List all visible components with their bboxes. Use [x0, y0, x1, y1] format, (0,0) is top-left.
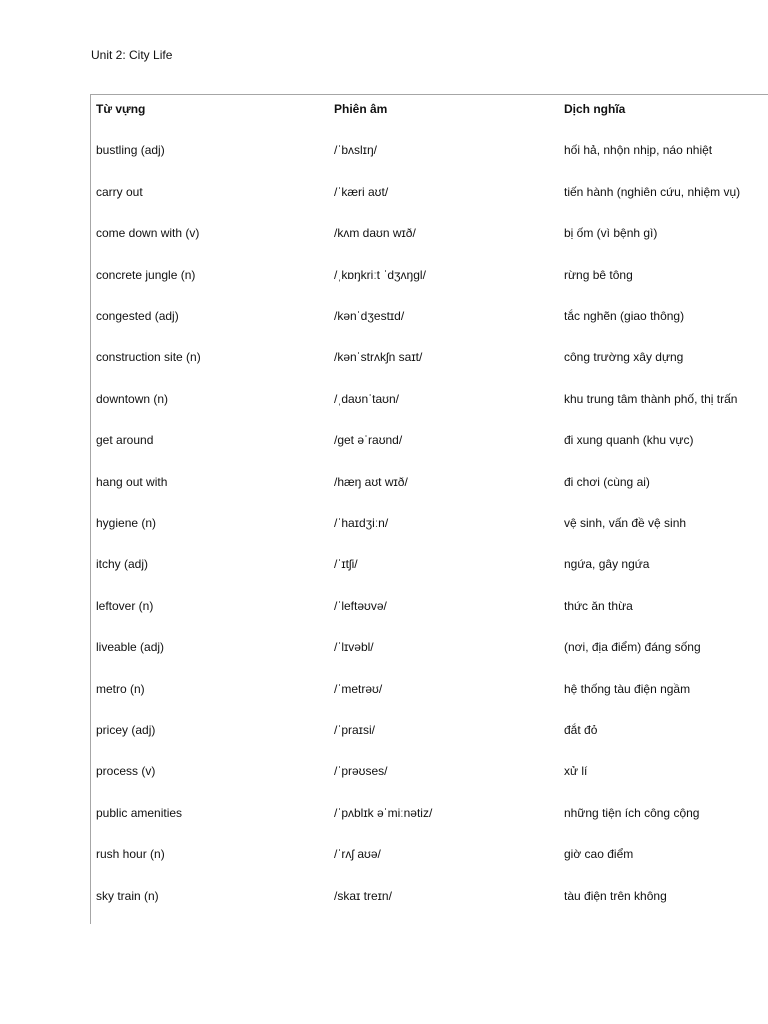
- table-row: [91, 468, 768, 509]
- pronunciation-cell: /kənˈstrʌkʃn saɪt/: [334, 350, 423, 365]
- meaning-cell: bị ốm (vì bệnh gì): [564, 226, 658, 241]
- vocabulary-cell: hygiene (n): [96, 516, 157, 530]
- meaning-cell: thức ăn thừa: [564, 598, 633, 613]
- page-title: Unit 2: City Life: [91, 48, 173, 62]
- meaning-cell: rừng bê tông: [564, 267, 633, 282]
- vocabulary-table: [90, 94, 768, 924]
- vocabulary-cell: get around: [96, 433, 154, 448]
- table-row: [91, 219, 768, 260]
- meaning-cell: đi chơi (cùng ai): [564, 474, 650, 489]
- header-vocabulary: Từ vựng: [96, 102, 146, 116]
- pronunciation-cell: /ˈmetrəʊ/: [334, 681, 383, 696]
- vocabulary-cell: construction site (n): [96, 350, 201, 365]
- vocabulary-cell: downtown (n): [96, 391, 169, 406]
- pronunciation-cell: /ˈpraɪsi/: [334, 723, 375, 737]
- meaning-cell: đi xung quanh (khu vực): [564, 433, 694, 448]
- vocabulary-cell: leftover (n): [96, 598, 154, 613]
- pronunciation-cell: /skaɪ treɪn/: [334, 888, 392, 903]
- pronunciation-cell: /ˈprəʊses/: [334, 764, 388, 779]
- table-row: [91, 509, 768, 550]
- pronunciation-cell: /ˈhaɪdʒiːn/: [334, 516, 389, 530]
- pronunciation-cell: /ˈkæri aʊt/: [334, 184, 389, 199]
- meaning-cell: hệ thống tàu điện ngầm: [564, 681, 691, 696]
- meaning-cell: giờ cao điểm: [564, 847, 634, 862]
- table-row: [91, 633, 768, 674]
- vocabulary-cell: sky train (n): [96, 888, 159, 903]
- table-row: [91, 178, 768, 219]
- meaning-cell: công trường xây dựng: [564, 350, 684, 365]
- vocabulary-cell: congested (adj): [96, 309, 179, 323]
- meaning-cell: hối hả, nhộn nhịp, náo nhiệt: [564, 143, 713, 158]
- table-row: [91, 302, 768, 343]
- pronunciation-cell: /ˌdaʊnˈtaʊn/: [334, 391, 400, 406]
- vocabulary-cell: bustling (adj): [96, 143, 165, 158]
- meaning-cell: đắt đỏ: [564, 723, 598, 737]
- meaning-cell: vệ sinh, vấn đề vệ sinh: [564, 516, 687, 530]
- pronunciation-cell: /ˈɪtʃi/: [334, 557, 358, 572]
- meaning-cell: khu trung tâm thành phố, thị trấn: [564, 391, 738, 406]
- vocabulary-cell: concrete jungle (n): [96, 267, 196, 282]
- meaning-cell: tắc nghẽn (giao thông): [564, 309, 685, 323]
- meaning-cell: tàu điện trên không: [564, 888, 667, 903]
- vocabulary-cell: pricey (adj): [96, 723, 156, 737]
- pronunciation-cell: /ˌkɒŋkriːt ˈdʒʌŋgl/: [334, 267, 426, 282]
- header-pronunciation: Phiên âm: [334, 102, 388, 116]
- vocabulary-cell: process (v): [96, 764, 156, 779]
- table-row: [91, 757, 768, 798]
- vocabulary-cell: itchy (adj): [96, 557, 149, 572]
- pronunciation-cell: /ˈpʌblɪk əˈmiːnətiz/: [334, 805, 433, 820]
- pronunciation-cell: /ˈlɪvəbl/: [334, 640, 374, 655]
- pronunciation-cell: /ˈrʌʃ aʊə/: [334, 847, 381, 862]
- meaning-cell: (nơi, địa điểm) đáng sống: [564, 640, 701, 655]
- table-row: [91, 675, 768, 716]
- pronunciation-cell: /ˈleftəʊvə/: [334, 598, 387, 613]
- table-row: [91, 426, 768, 467]
- table-row: [91, 592, 768, 633]
- table-row: [91, 840, 768, 881]
- pronunciation-cell: /hæŋ aʊt wɪð/: [334, 474, 408, 489]
- vocabulary-cell: hang out with: [96, 474, 168, 489]
- table-row: [91, 882, 768, 923]
- table-header-row: [91, 95, 768, 136]
- table-row: [91, 385, 768, 426]
- meaning-cell: những tiện ích công cộng: [564, 805, 700, 820]
- vocabulary-cell: come down with (v): [96, 226, 200, 241]
- table-row: [91, 136, 768, 177]
- vocabulary-cell: rush hour (n): [96, 847, 165, 862]
- table-row: [91, 799, 768, 840]
- pronunciation-cell: /get əˈraʊnd/: [334, 433, 403, 448]
- pronunciation-cell: /ˈbʌslɪŋ/: [334, 143, 377, 158]
- table-row: [91, 550, 768, 591]
- table-row: [91, 716, 768, 757]
- meaning-cell: tiến hành (nghiên cứu, nhiệm vụ): [564, 184, 741, 199]
- vocabulary-cell: public amenities: [96, 805, 183, 820]
- vocabulary-cell: liveable (adj): [96, 640, 165, 655]
- meaning-cell: xử lí: [564, 764, 588, 779]
- table-row: [91, 261, 768, 302]
- vocabulary-cell: metro (n): [96, 681, 145, 696]
- vocabulary-cell: carry out: [96, 184, 143, 199]
- meaning-cell: ngứa, gây ngứa: [564, 557, 650, 572]
- header-meaning: Dịch nghĩa: [564, 102, 626, 116]
- pronunciation-cell: /kənˈdʒestɪd/: [334, 309, 405, 323]
- table-row: [91, 343, 768, 384]
- pronunciation-cell: /kʌm daʊn wɪð/: [334, 226, 416, 241]
